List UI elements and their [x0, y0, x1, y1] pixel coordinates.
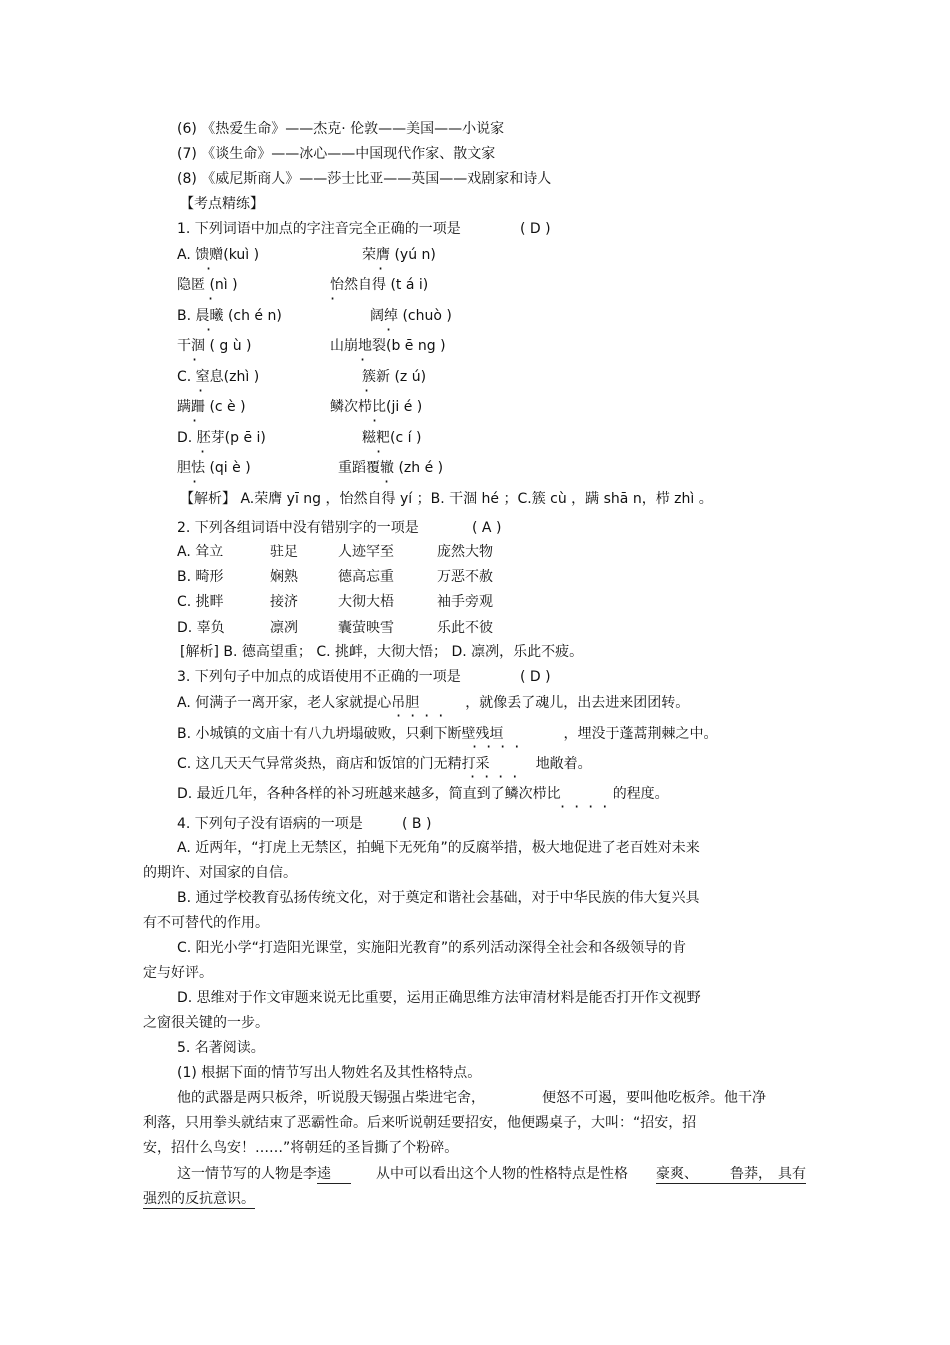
- q3-option-c-before: C. 这几天天气异常炎热，商店和饭馆的门无精打采: [177, 756, 490, 772]
- q3-option-c: [177, 755, 592, 773]
- emphasis-dot: ·: [372, 411, 387, 430]
- q3-option-d-before: D. 最近几年，各种各样的补习班越来越多，简直到了鳞次栉比: [177, 786, 561, 802]
- work-item-6: (6) 《热爱生命》——杰克· 伦敦——美国——小说家: [177, 121, 505, 137]
- emphasis-dot: ·: [378, 259, 393, 278]
- emphasis-dot: ·: [208, 289, 223, 308]
- q1-option-d-3: 胆怯 (qi è ): [177, 460, 251, 476]
- emphasis-dot: ·: [376, 442, 391, 461]
- q1-option-c-4: 鳞次栉比(ji é ): [330, 399, 423, 415]
- q3-option-b-before: B. 小城镇的文庙十有八九坍塌破败，只剩下断壁残垣: [177, 726, 504, 742]
- emphasis-dot: ····: [560, 797, 617, 816]
- q1-option-b-2: 阔绰 (chuò ): [370, 308, 452, 324]
- q2-answer: ( A ): [472, 520, 502, 536]
- q2-stem: 2. 下列各组词语中没有错别字的一项是: [177, 520, 419, 536]
- q2-row-a-1: A. 耸立: [177, 544, 224, 560]
- q2-row-d-1: D. 辜负: [177, 620, 225, 636]
- q2-row-c-4: 袖手旁观: [437, 594, 493, 610]
- q3-option-c-after: 地敞着。: [535, 756, 592, 772]
- emphasis-dot: ·: [364, 381, 379, 400]
- q3-stem: 3. 下列句子中加点的成语使用不正确的一项是: [177, 669, 461, 685]
- q4-option-a-line1: A. 近两年，“打虎上无禁区，拍蝇下无死角”的反腐举措，极大地促进了老百姓对未来: [177, 840, 700, 856]
- q4-option-d-line1: D. 思维对于作文审题来说无比重要，运用正确思维方法审清材料是能否打开作文视野: [177, 990, 701, 1006]
- q3-option-b-after: ，埋没于蓬蒿荆棘之中。: [563, 726, 718, 742]
- q1-option-b-1: B. 晨曦 (ch é n): [177, 308, 282, 324]
- q5-passage-line1a: 他的武器是两只板斧，听说殷天锡强占柴进宅舍，: [177, 1090, 485, 1106]
- q2-row-b-2: 娴熟: [270, 569, 298, 585]
- q1-option-d-2: 糍粑(c í ): [362, 430, 422, 446]
- q4-answer: ( B ): [402, 816, 432, 832]
- q3-option-d-after: 的程度。: [612, 786, 669, 802]
- q3-answer: ( D ): [520, 669, 551, 685]
- q1-option-d-1: D. 胚芽(p ē i): [177, 430, 266, 446]
- emphasis-dot: ·: [192, 350, 207, 369]
- q4-option-c-line2: 定与好评。: [143, 965, 213, 981]
- q5-passage-line1b: 便怒不可遏，要叫他吃板斧。他干净: [542, 1090, 766, 1106]
- emphasis-dot: ·: [206, 259, 221, 278]
- q1-option-d-4: 重蹈覆辙 (zh é ): [338, 460, 444, 476]
- q1-option-b-3: 干涸 ( g ù ): [177, 338, 252, 354]
- q2-row-d-4: 乐此不彼: [437, 620, 493, 636]
- q1-option-c-1: C. 窒息(zhì ): [177, 369, 260, 385]
- q1-option-a-3: 隐匿 (nì ): [177, 277, 238, 293]
- emphasis-dot: ·: [330, 289, 345, 308]
- emphasis-dot: ·: [360, 350, 375, 369]
- section-title: 【考点精练】: [180, 196, 264, 212]
- q4-option-b-line2: 有不可替代的作用。: [143, 915, 269, 931]
- q2-row-a-4: 庞然大物: [437, 544, 493, 560]
- q5-answer-trait-2: 鲁莽，: [712, 1165, 772, 1184]
- work-item-8: (8) 《威尼斯商人》——莎士比亚——英国——戏剧家和诗人: [177, 171, 552, 187]
- emphasis-dot: ····: [472, 737, 529, 756]
- q2-row-d-2: 凛冽: [270, 620, 298, 636]
- q5-passage-line3: 安，招什么鸟安！……”将朝廷的圣旨撕了个粉碎。: [143, 1140, 459, 1156]
- emphasis-dot: ·: [206, 320, 221, 339]
- q2-row-b-4: 万恶不赦: [437, 569, 493, 585]
- q1-option-c-3: 蹒跚 (c è ): [177, 399, 246, 415]
- q1-answer: ( D ): [520, 221, 551, 237]
- q2-row-d-3: 囊萤映雪: [338, 620, 394, 636]
- q2-analysis: [解析] B. 德高望重； C. 挑衅，大彻大悟； D. 凛冽，乐此不疲。: [180, 644, 584, 660]
- q1-option-b-4: 山崩地裂(b ē ng ): [330, 338, 446, 354]
- work-item-7: (7) 《谈生命》——冰心——中国现代作家、散文家: [177, 146, 496, 162]
- q2-row-c-2: 接济: [270, 594, 298, 610]
- q1-option-c-2: 簇新 (z ú): [362, 369, 427, 385]
- q5-answer-line1: [177, 1165, 351, 1184]
- q2-row-a-2: 驻足: [270, 544, 298, 560]
- q3-option-a-after: ，就像丢了魂儿，出去进来团团转。: [465, 695, 690, 711]
- q4-stem: 4. 下列句子没有语病的一项是: [177, 816, 363, 832]
- q2-row-c-1: C. 挑畔: [177, 594, 224, 610]
- q3-option-a-before: A. 何满子一离开家，老人家就提心吊胆: [177, 695, 420, 711]
- q1-analysis: 【解析】 A.荣膺 yī ng ，怡然自得 yí ；B. 干涸 hé ；C.簇 cù ，蹒 shā n，栉 zhì 。: [180, 491, 713, 507]
- q4-option-d-line2: 之窗很关键的一步。: [143, 1015, 269, 1031]
- emphasis-dot: ·: [192, 472, 207, 491]
- q5-answer-trait-3: 具有: [772, 1165, 806, 1184]
- emphasis-dot: ····: [470, 767, 527, 786]
- emphasis-dot: ·: [384, 472, 399, 491]
- emphasis-dot: ·: [200, 442, 215, 461]
- q5-answer-trait-1: 豪爽、: [656, 1165, 712, 1184]
- emphasis-dot: ·: [198, 381, 213, 400]
- q3-option-b: [177, 725, 718, 743]
- q1-option-a-2: 荣膺 (yú n): [362, 247, 436, 263]
- q5-stem: 5. 名著阅读。: [177, 1040, 265, 1056]
- q2-row-a-3: 人迹罕至: [338, 544, 394, 560]
- q2-row-b-3: 德高忘重: [338, 569, 394, 585]
- q2-row-c-3: 大彻大梧: [338, 594, 394, 610]
- q5-answer-middle: 从中可以看出这个人物的性格特点是性格: [376, 1166, 628, 1182]
- q5-answer-name: 逵: [317, 1165, 351, 1184]
- q4-option-b-line1: B. 通过学校教育弘扬传统文化，对于奠定和谐社会基础，对于中华民族的伟大复兴具: [177, 890, 700, 906]
- q5-passage-line2: 利落，只用拳头就结束了恶霸性命。后来听说朝廷要招安，他便踢桌子，大叫：“招安，招: [143, 1115, 697, 1131]
- q5-sub1: (1) 根据下面的情节写出人物姓名及其性格特点。: [177, 1065, 482, 1081]
- q4-option-a-line2: 的期许、对国家的自信。: [143, 865, 297, 881]
- q1-stem: 1. 下列词语中加点的字注音完全正确的一项是: [177, 221, 461, 237]
- q1-option-a-1: A. 馈赠(kuì ): [177, 247, 260, 263]
- q4-option-c-line1: C. 阳光小学“打造阳光课堂，实施阳光教育”的系列活动深得全社会和各级领导的肯: [177, 940, 687, 956]
- emphasis-dot: ·: [386, 320, 401, 339]
- q1-option-a-4: 怡然自得 (t á i): [330, 277, 429, 293]
- q5-answer-line2: 强烈的反抗意识。: [143, 1191, 255, 1207]
- emphasis-dot: ····: [396, 706, 453, 725]
- q5-answer-prefix: 这一情节写的人物是李: [177, 1166, 317, 1182]
- emphasis-dot: ·: [192, 411, 207, 430]
- q2-row-b-1: B. 畸形: [177, 569, 224, 585]
